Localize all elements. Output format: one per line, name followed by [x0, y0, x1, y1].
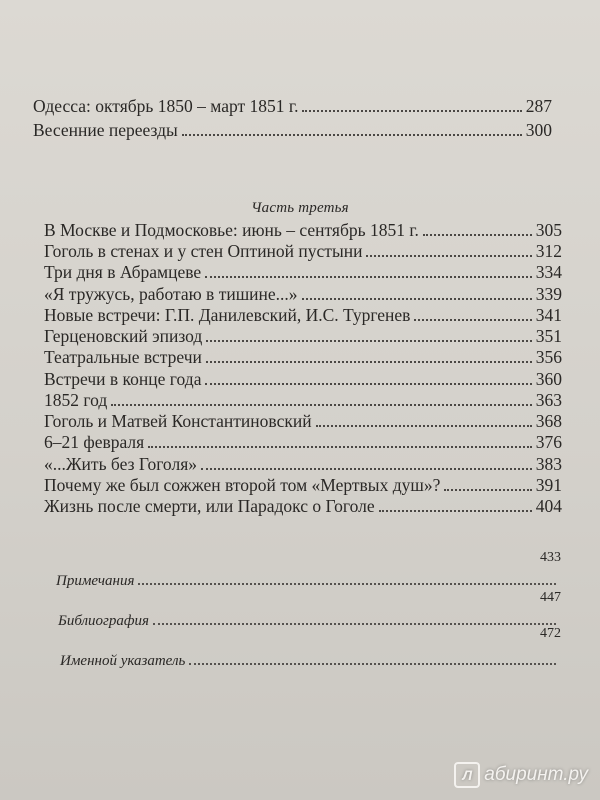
toc-entry [44, 496, 562, 517]
toc-entry-title: 6–21 февраля [44, 432, 145, 452]
toc-entry-title: Почему же был сожжен второй том «Мертвых душ»? [44, 475, 441, 495]
back-matter-title: Примечания [56, 573, 135, 589]
dot-leader [111, 403, 531, 406]
toc-entry-page: 300 [525, 120, 552, 140]
toc-entry [44, 284, 562, 305]
toc-entry [44, 262, 562, 283]
dot-leader [366, 254, 531, 257]
toc-entry-page: 391 [535, 475, 562, 495]
dot-leader [444, 488, 531, 491]
toc-entry [44, 347, 562, 368]
dot-leader [316, 424, 532, 427]
back-matter-name-index [60, 653, 556, 670]
dot-leader [414, 318, 531, 321]
toc-entry-page: 356 [535, 347, 562, 367]
labirint-watermark [454, 762, 588, 788]
toc-entry-title: Гоголь в стенах и у стен Оптиной пустыни [44, 241, 363, 261]
dot-leader [423, 233, 532, 236]
toc-entry-page: 360 [535, 369, 562, 389]
dot-leader [148, 445, 532, 448]
toc-entry-title: Театральные встречи [44, 347, 202, 367]
back-matter-page: 447 [540, 590, 561, 605]
toc-entry-title: Жизнь после смерти, или Парадокс о Гоголе [44, 496, 375, 516]
dot-leader [302, 109, 521, 112]
dot-leader [206, 360, 532, 363]
toc-entry-title: Гоголь и Матвей Константиновский [44, 411, 312, 431]
toc-entry-page: 287 [525, 96, 552, 116]
dot-leader [379, 509, 532, 512]
toc-entry-odessa [33, 96, 552, 117]
toc-entry-page: 312 [535, 241, 562, 261]
toc-entry-title: Герценовский эпизод [44, 326, 203, 346]
back-matter-title: Именной указатель [60, 653, 186, 669]
toc-entry-title: В Москве и Подмосковье: июнь – сентябрь 1851 г. [44, 220, 419, 240]
toc-entry [44, 475, 562, 496]
toc-entry [44, 220, 562, 241]
back-matter-notes [56, 573, 556, 590]
toc-entry [44, 390, 562, 411]
toc-entry-title: Встречи в конце года [44, 369, 202, 389]
toc-entry-page: 376 [535, 432, 562, 452]
back-matter-page: 433 [540, 550, 561, 565]
toc-entry-page: 305 [535, 220, 562, 240]
dot-leader [138, 582, 556, 585]
dot-leader [302, 297, 532, 300]
toc-entry-title: «...Жить без Гоголя» [44, 454, 197, 474]
labirint-logo-icon: Л [454, 762, 480, 788]
toc-entry-title: Новые встречи: Г.П. Данилевский, И.С. Тургенев [44, 305, 411, 325]
toc-entry [44, 241, 562, 262]
dot-leader [201, 467, 532, 470]
toc-entry [44, 305, 562, 326]
dot-leader [182, 133, 522, 136]
toc-entry-page: 334 [535, 262, 562, 282]
dot-leader [189, 662, 556, 665]
toc-entry-page: 383 [535, 454, 562, 474]
toc-entry-page: 368 [535, 411, 562, 431]
toc-entry-title: Три дня в Абрамцеве [44, 262, 202, 282]
toc-entry [44, 432, 562, 453]
toc-entry-page: 351 [535, 326, 562, 346]
toc-entry-title: Одесса: октябрь 1850 – март 1851 г. [33, 96, 299, 116]
toc-entry [44, 411, 562, 432]
back-matter-page: 472 [540, 626, 561, 641]
dot-leader [205, 382, 531, 385]
toc-entry-page: 341 [535, 305, 562, 325]
toc-entry-page: 404 [535, 496, 562, 516]
dot-leader [153, 622, 556, 625]
toc-entry-page: 339 [535, 284, 562, 304]
toc-entry [44, 326, 562, 347]
toc-entry-title: Весенние переезды [33, 120, 178, 140]
watermark-text: абиринт.ру [484, 764, 588, 785]
toc-entry-title: 1852 год [44, 390, 108, 410]
back-matter-bibliography [58, 613, 556, 630]
dot-leader [205, 275, 532, 278]
dot-leader [206, 339, 531, 342]
toc-entry-spring-moves [33, 120, 552, 141]
part-three-heading: Часть третья [251, 200, 349, 216]
toc-entry-page: 363 [535, 390, 562, 410]
back-matter-title: Библиография [58, 613, 150, 629]
toc-entry-title: «Я тружусь, работаю в тишине...» [44, 284, 298, 304]
toc-entry [44, 369, 562, 390]
toc-entry [44, 454, 562, 475]
